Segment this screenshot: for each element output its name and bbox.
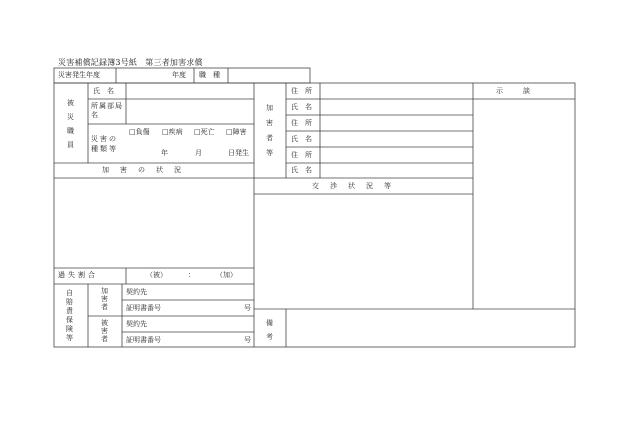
checkbox-injury[interactable]: □負傷 <box>129 128 150 136</box>
occurrence-year-label: 災害発生年度 <box>58 71 100 79</box>
date-month: 月 <box>195 149 202 157</box>
department-label: 所属部局名 <box>91 102 123 119</box>
checkbox-death[interactable]: □死亡 <box>194 128 215 136</box>
victim-number-suffix: 号 <box>244 336 251 344</box>
assailant-contract-label: 契約先 <box>126 288 147 296</box>
disaster-type-label: 災害の種類等 <box>91 135 118 153</box>
negligence-victim: （被） <box>146 271 167 279</box>
assailant-row-5: 住 所 <box>291 151 312 159</box>
damage-header: 加 害 の 状 況 <box>102 166 183 174</box>
form-title: 災害補償記録簿3号紙 第三者加害求償 <box>58 58 203 67</box>
date-day: 日発生 <box>228 149 249 157</box>
insurance-victim-label: 被害者 <box>101 319 108 343</box>
insurance-assailant-label: 加害者 <box>101 287 108 311</box>
negligence-label: 過失割合 <box>58 271 98 279</box>
year-suffix: 年度 <box>172 71 186 79</box>
assailant-side-label: 加害者等 <box>266 104 273 157</box>
assailant-row-1: 住 所 <box>291 87 312 95</box>
assailant-row-3: 住 所 <box>291 119 312 127</box>
checkbox-illness[interactable]: □疾病 <box>162 128 183 136</box>
assailant-certificate-label: 証明書番号 <box>126 304 161 312</box>
victim-certificate-label: 証明書番号 <box>126 336 161 344</box>
victim-name-label: 氏 名 <box>93 87 114 95</box>
victim-side-label: 被災職員 <box>67 99 74 149</box>
remarks-label: 備考 <box>266 319 273 341</box>
negligence-assailant: （加） <box>216 271 237 279</box>
settlement-header: 示 談 <box>496 87 532 95</box>
assailant-row-2: 氏 名 <box>291 103 312 111</box>
date-year: 年 <box>161 149 168 157</box>
victim-contract-label: 契約先 <box>126 320 147 328</box>
assailant-row-4: 氏 名 <box>291 135 312 143</box>
job-type-label: 職 種 <box>199 71 220 79</box>
assailant-number-suffix: 号 <box>244 304 251 312</box>
negotiation-header: 交 渉 状 況 等 <box>312 182 393 190</box>
checkbox-disability[interactable]: □障害 <box>226 128 247 136</box>
insurance-side-label: 自賠責保険等 <box>66 289 73 342</box>
assailant-row-6: 氏 名 <box>291 166 312 174</box>
negligence-separator: ： <box>188 271 195 279</box>
